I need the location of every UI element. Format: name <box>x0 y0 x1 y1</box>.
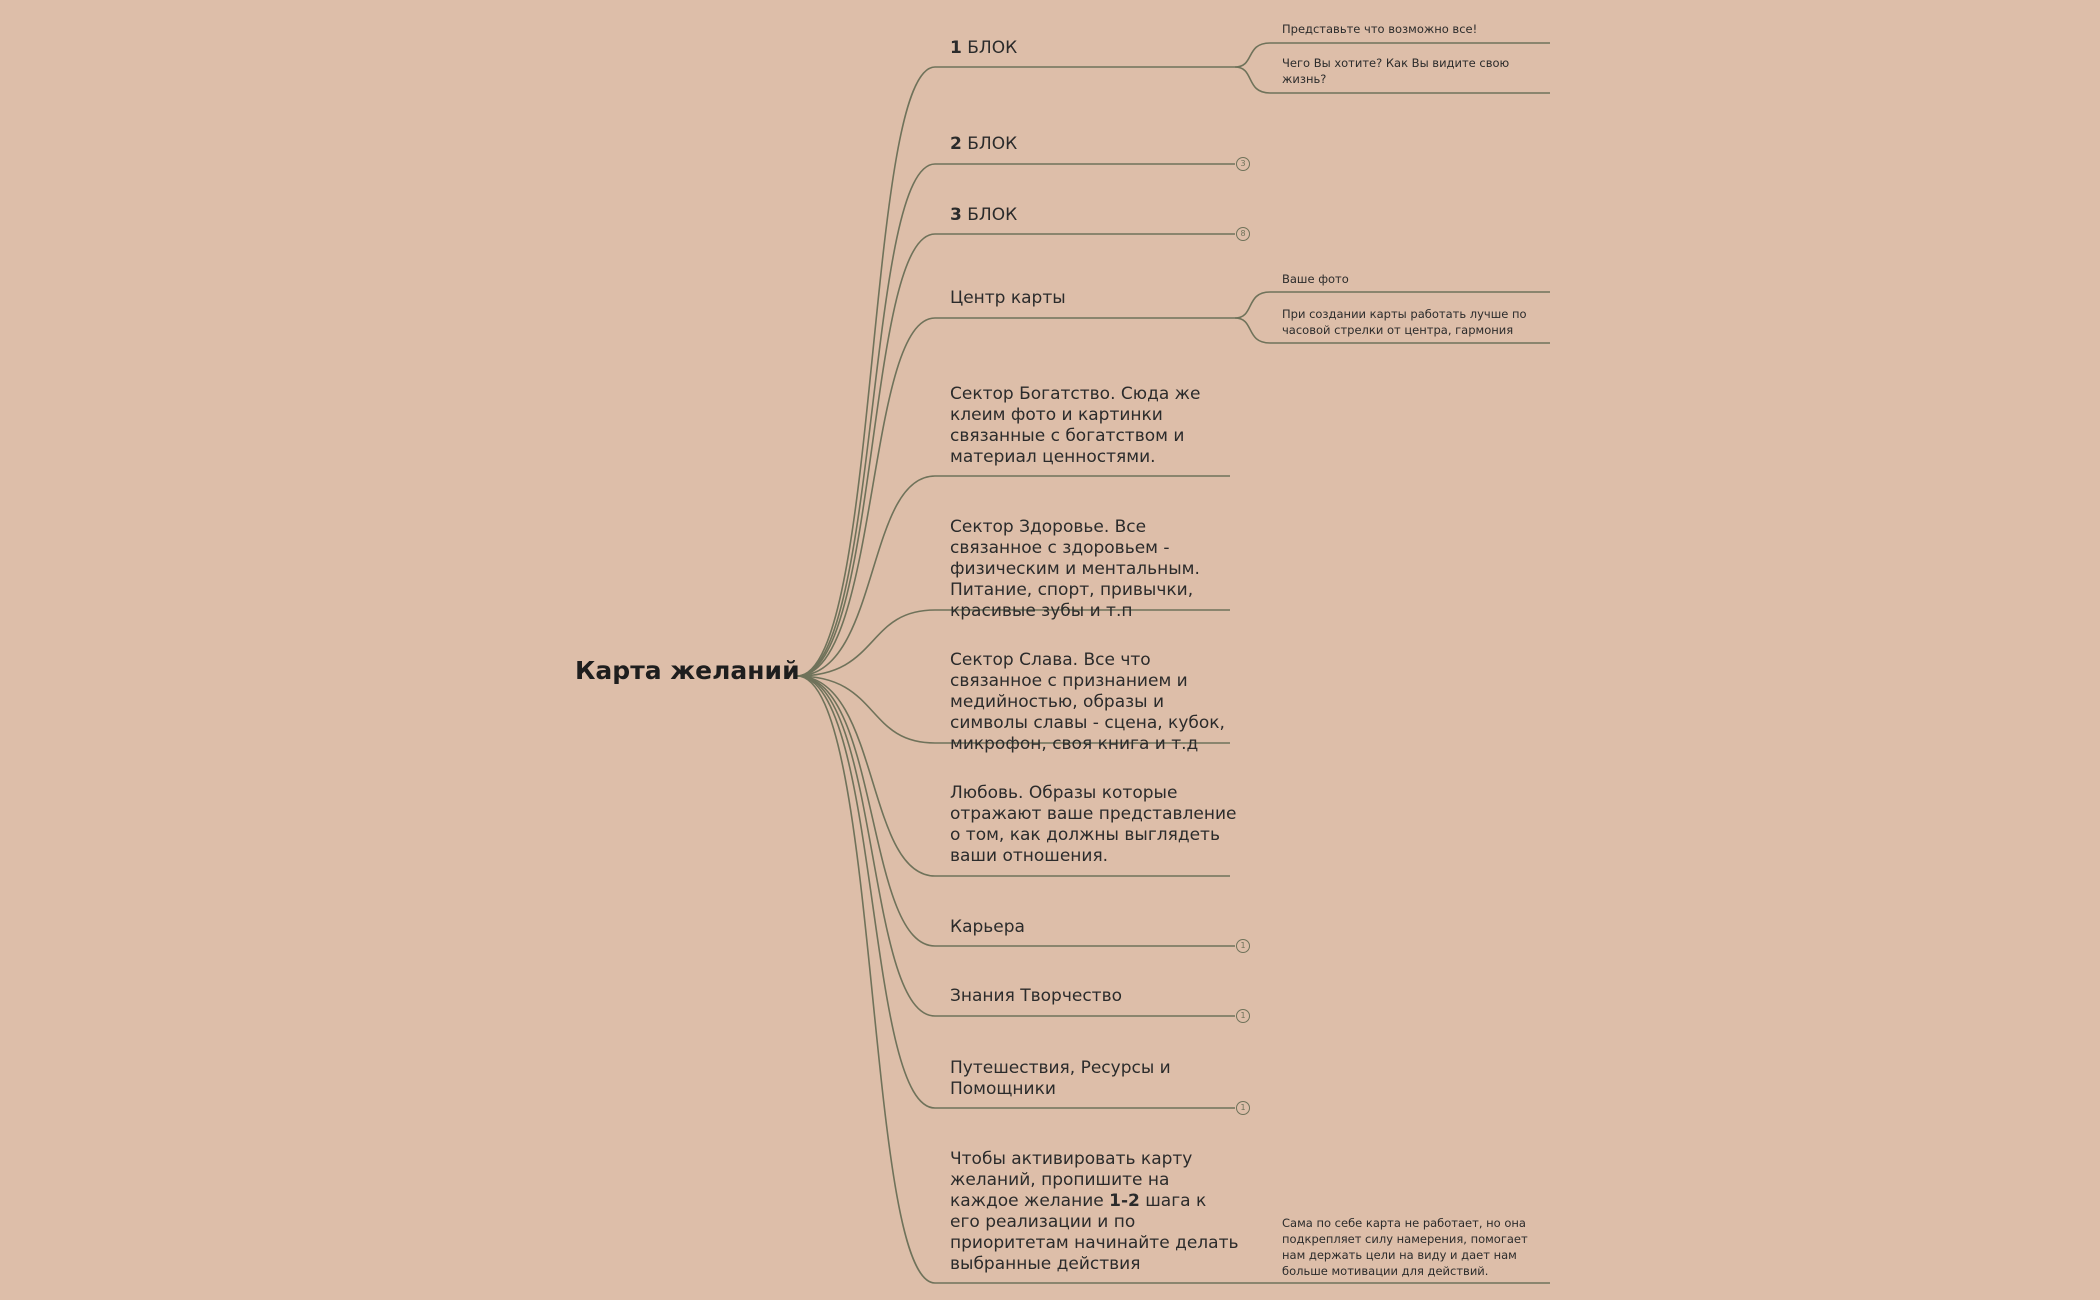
branch-topic[interactable] <box>950 134 1240 155</box>
leaf-note[interactable]: Сама по себе карта не работает, но она подкрепляет силу намерения, помогает нам держать цели на виду и дает нам больше мотивации для действий. <box>1282 1216 1528 1278</box>
branch-topic[interactable] <box>950 288 1240 309</box>
branch-topic-text: 1-2 <box>1109 1191 1140 1211</box>
branch-topic[interactable] <box>950 1149 1240 1275</box>
branch-topic-text: Путешествия, Ресурсы и Помощники <box>950 1058 1171 1099</box>
branch-topic-text: Чтобы активировать карту желаний, пропишите на каждое желание <box>950 1149 1193 1211</box>
branch-topic[interactable] <box>950 986 1240 1007</box>
branch-topic[interactable] <box>950 38 1240 59</box>
branch-topic-text: Сектор Слава. Все что связанное с признанием и медийностью, образы и символы славы - сцена, кубок, микрофон, своя книга и т.д <box>950 650 1225 754</box>
collapsed-children-badge[interactable]: 3 <box>1236 157 1250 171</box>
branch-topic[interactable] <box>950 917 1240 938</box>
collapsed-children-badge[interactable]: 1 <box>1236 1009 1250 1023</box>
branch-topic-text: 1 <box>950 38 962 58</box>
leaf-note[interactable]: Ваше фото <box>1282 272 1349 286</box>
branch-topic-text: Сектор Богатство. Сюда же клеим фото и картинки связанные с богатством и материал ценностями. <box>950 384 1201 467</box>
collapsed-children-badge[interactable]: 1 <box>1236 939 1250 953</box>
branch-topic[interactable] <box>950 205 1240 226</box>
root-topic[interactable]: Карта желаний <box>575 656 800 685</box>
branch-topic-text: БЛОК <box>961 38 1018 58</box>
branch-topic-text: БЛОК <box>961 205 1018 225</box>
branch-topic[interactable] <box>950 384 1240 468</box>
branch-topic-text: Знания Творчество <box>950 986 1122 1006</box>
collapsed-children-badge[interactable]: 1 <box>1236 1101 1250 1115</box>
branch-connector-line <box>797 318 1235 676</box>
branch-topic-text: 3 <box>950 205 962 225</box>
branch-topic-text: шага к его реализации и по приоритетам начинайте делать выбранные действия <box>950 1191 1239 1274</box>
leaf-note[interactable]: При создании карты работать лучше по часовой стрелки от центра, гармония <box>1282 307 1527 337</box>
branch-topic[interactable] <box>950 650 1240 755</box>
branch-topic-text: Сектор Здоровье. Все связанное с здоровьем - физическим и ментальным. Питание, спорт, привычки, красивые зубы и т.п <box>950 517 1200 621</box>
branch-topic-text: БЛОК <box>961 134 1018 154</box>
leaf-note[interactable]: Чего Вы хотите? Как Вы видите свою жизнь? <box>1282 56 1510 86</box>
branch-topic-text: Карьера <box>950 917 1025 937</box>
branch-topic-text: Центр карты <box>950 288 1066 308</box>
branch-topic-text: 2 <box>950 134 962 154</box>
branch-topic-text: Любовь. Образы которые отражают ваше представление о том, как должны выглядеть ваши отношения. <box>950 783 1237 866</box>
leaf-note[interactable]: Представьте что возможно все! <box>1282 22 1478 36</box>
branch-topic[interactable] <box>950 1058 1240 1100</box>
branch-topic[interactable] <box>950 517 1240 622</box>
branch-topic[interactable] <box>950 783 1240 867</box>
collapsed-children-badge[interactable]: 8 <box>1236 227 1250 241</box>
